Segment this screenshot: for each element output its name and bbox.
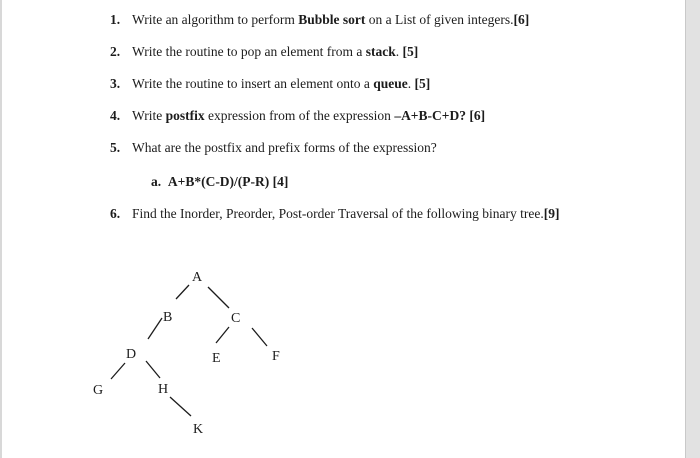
part-expression: A+B*(C-D)/(P-R) [4] xyxy=(167,174,289,189)
edge-a-c xyxy=(208,287,229,308)
question-keyword: stack xyxy=(365,44,396,59)
question-keyword: postfix xyxy=(165,108,205,123)
question-text-end: . xyxy=(395,44,403,59)
question-text: What are the postfix and prefix forms of the expression? xyxy=(132,140,437,155)
question-marks: [6] xyxy=(465,108,486,123)
question-number: 1. xyxy=(110,12,121,27)
tree-node-h: H xyxy=(158,382,169,397)
question-keyword: queue xyxy=(373,76,408,91)
tree-node-a: A xyxy=(192,270,203,285)
question-marks: [5] xyxy=(414,76,431,91)
question-text-end: . xyxy=(407,76,415,91)
tree-node-d: D xyxy=(126,347,137,362)
question-text-mid: expression from of the expression xyxy=(204,108,395,123)
tree-node-f: F xyxy=(272,349,280,364)
tree-node-c: C xyxy=(231,311,241,326)
question-expression: –A+B-C+D? xyxy=(394,108,466,123)
question-marks: [6] xyxy=(513,12,530,27)
question-number: 6. xyxy=(110,206,121,221)
tree-node-k: K xyxy=(193,422,204,437)
question-text-end: on a List of given integers. xyxy=(365,12,514,27)
question-text: Write the routine to insert an element onto a xyxy=(132,76,374,91)
part-label: a. xyxy=(151,174,162,189)
question-number: 5. xyxy=(110,140,121,155)
tree-node-g: G xyxy=(93,383,104,398)
question-text: Write xyxy=(132,108,166,123)
tree-node-b: B xyxy=(163,310,173,325)
edge-d-g xyxy=(111,363,125,379)
edge-d-h xyxy=(146,361,160,378)
question-text: Write an algorithm to perform xyxy=(132,12,299,27)
question-number: 4. xyxy=(110,108,121,123)
question-marks: [5] xyxy=(402,44,419,59)
edge-h-k xyxy=(170,397,191,416)
edge-c-e xyxy=(216,327,229,343)
question-keyword: Bubble sort xyxy=(298,12,366,27)
question-number: 3. xyxy=(110,76,121,91)
edge-b-d xyxy=(148,318,162,339)
edge-c-f xyxy=(252,328,267,346)
question-text: Find the Inorder, Preorder, Post-order Traversal of the following binary tree. xyxy=(132,206,544,221)
question-number: 2. xyxy=(110,44,121,59)
question-text: Write the routine to pop an element from a xyxy=(132,44,366,59)
edge-a-b xyxy=(176,285,189,299)
tree-node-e: E xyxy=(212,351,221,366)
question-marks: [9] xyxy=(543,206,560,221)
